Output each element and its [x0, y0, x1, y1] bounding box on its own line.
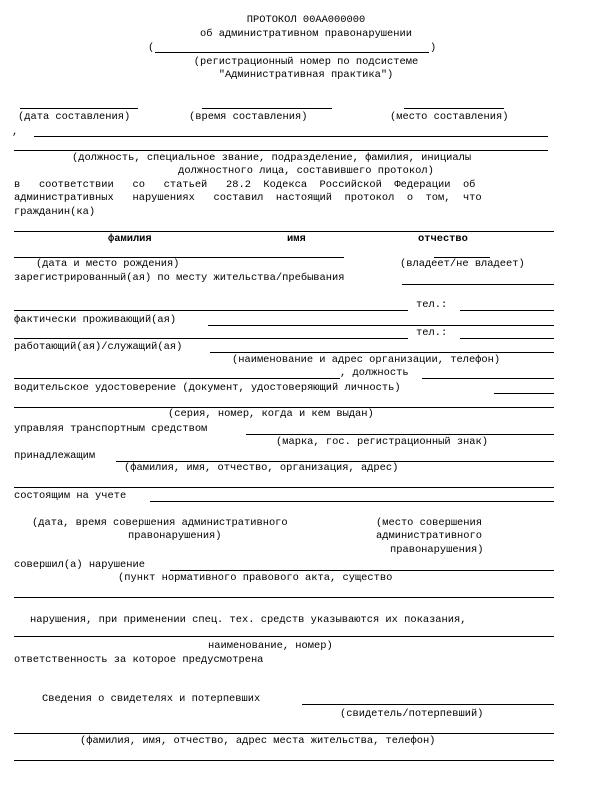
date-label: (дата составления)	[18, 111, 131, 123]
protocol-title: ПРОТОКОЛ 00АА000000	[246, 14, 366, 26]
reg-number-note-1: (регистрационный номер по подсистеме	[193, 56, 419, 68]
comma-mark: ,	[12, 126, 19, 138]
org-field-2[interactable]	[14, 378, 340, 379]
actual-field[interactable]	[208, 325, 554, 326]
vehicle-field[interactable]	[246, 434, 554, 435]
actual-field-2[interactable]	[14, 338, 408, 339]
tel-field-2[interactable]	[460, 338, 554, 339]
committed-field[interactable]	[170, 570, 554, 571]
witness-hint: (свидетель/потерпевший)	[340, 708, 484, 720]
registered-field[interactable]	[402, 284, 554, 285]
tel-label-1: тел.:	[416, 299, 448, 311]
witness-details-hint: (фамилия, имя, отчество, адрес места жительства, телефон)	[80, 735, 436, 747]
owner-label: принадлежащим	[14, 450, 96, 462]
tel-label-2: тел.:	[416, 327, 448, 339]
intro-line-1: в соответствии со статьей 28.2 Кодекса Российской Федерации об	[14, 179, 476, 191]
protocol-subtitle: об административном правонарушении	[199, 28, 412, 40]
owner-field-2[interactable]	[14, 487, 554, 488]
violation-place-hint-3: правонарушения)	[390, 544, 484, 556]
registered-label: зарегистрированный(ая) по месту жительства/пребывания	[14, 272, 345, 284]
witnesses-label: Сведения о свидетелях и потерпевших	[42, 693, 261, 705]
witnesses-field[interactable]	[302, 704, 554, 705]
position-field[interactable]	[422, 378, 554, 379]
name-label: имя	[287, 233, 306, 245]
reg-number-close: )	[430, 42, 437, 54]
position-label: , должность	[340, 367, 409, 379]
reg-number-field[interactable]	[155, 52, 429, 53]
actual-label: фактически проживающий(ая)	[14, 314, 177, 326]
violation-desc-field[interactable]	[14, 597, 554, 598]
surname-label: фамилия	[108, 233, 152, 245]
violation-time-hint-2: правонарушения)	[128, 530, 222, 542]
vehicle-label: управляя транспортным средством	[14, 423, 208, 435]
place-label: (место составления)	[390, 111, 509, 123]
intro-line-2: административных нарушениях составил настоящий протокол о том, что	[14, 192, 482, 204]
org-hint: (наименование и адрес организации, телефон)	[232, 354, 501, 366]
license-field[interactable]	[494, 393, 554, 394]
license-label: водительское удостоверение (документ, удостоверяющий личность)	[14, 382, 401, 394]
time-field[interactable]	[202, 108, 332, 109]
citizen-name-field[interactable]	[14, 231, 554, 232]
witness-details-field-2[interactable]	[14, 760, 554, 761]
account-label: состоящим на учете	[14, 490, 127, 502]
violation-place-hint-2: административного	[376, 530, 483, 542]
account-field[interactable]	[150, 501, 554, 502]
official-field-2[interactable]	[14, 150, 548, 151]
registered-field-2[interactable]	[14, 310, 408, 311]
official-hint-1: (должность, специальное звание, подразделение, фамилия, инициалы	[72, 152, 472, 164]
birth-label: (дата и место рождения)	[36, 258, 180, 270]
official-field-1[interactable]	[34, 136, 548, 137]
works-label: работающий(ая)/служащий(ая)	[14, 341, 183, 353]
reg-number-open: (	[148, 42, 155, 54]
tech-hint: наименование, номер)	[208, 640, 333, 652]
license-hint: (серия, номер, когда и кем выдан)	[168, 408, 374, 420]
liability-label: ответственность за которое предусмотрена	[14, 654, 264, 666]
vehicle-hint: (марка, гос. регистрационный знак)	[276, 436, 489, 448]
committed-hint: (пункт нормативного правового акта, существо	[118, 572, 393, 584]
patronymic-label: отчество	[418, 233, 468, 245]
works-field[interactable]	[210, 352, 554, 353]
reg-number-note-2: "Административная практика")	[218, 69, 394, 81]
time-label: (время составления)	[189, 111, 308, 123]
official-hint-2: должностного лица, составившего протокол)	[178, 165, 434, 177]
violation-time-hint-1: (дата, время совершения административного	[32, 517, 288, 529]
intro-line-3: гражданин(ка)	[14, 206, 96, 218]
committed-label: совершил(а) нарушение	[14, 559, 145, 571]
tech-field[interactable]	[14, 636, 554, 637]
tech-label: нарушения, при применении спец. тех. средств указываются их показания,	[30, 614, 467, 626]
language-label: (владеет/не владеет)	[400, 258, 525, 270]
witness-details-field[interactable]	[14, 733, 554, 734]
date-field[interactable]	[20, 108, 138, 109]
place-field[interactable]	[404, 108, 504, 109]
tel-field-1[interactable]	[460, 310, 554, 311]
owner-hint: (фамилия, имя, отчество, организация, адрес)	[124, 462, 399, 474]
violation-place-hint-1: (место совершения	[376, 517, 483, 529]
